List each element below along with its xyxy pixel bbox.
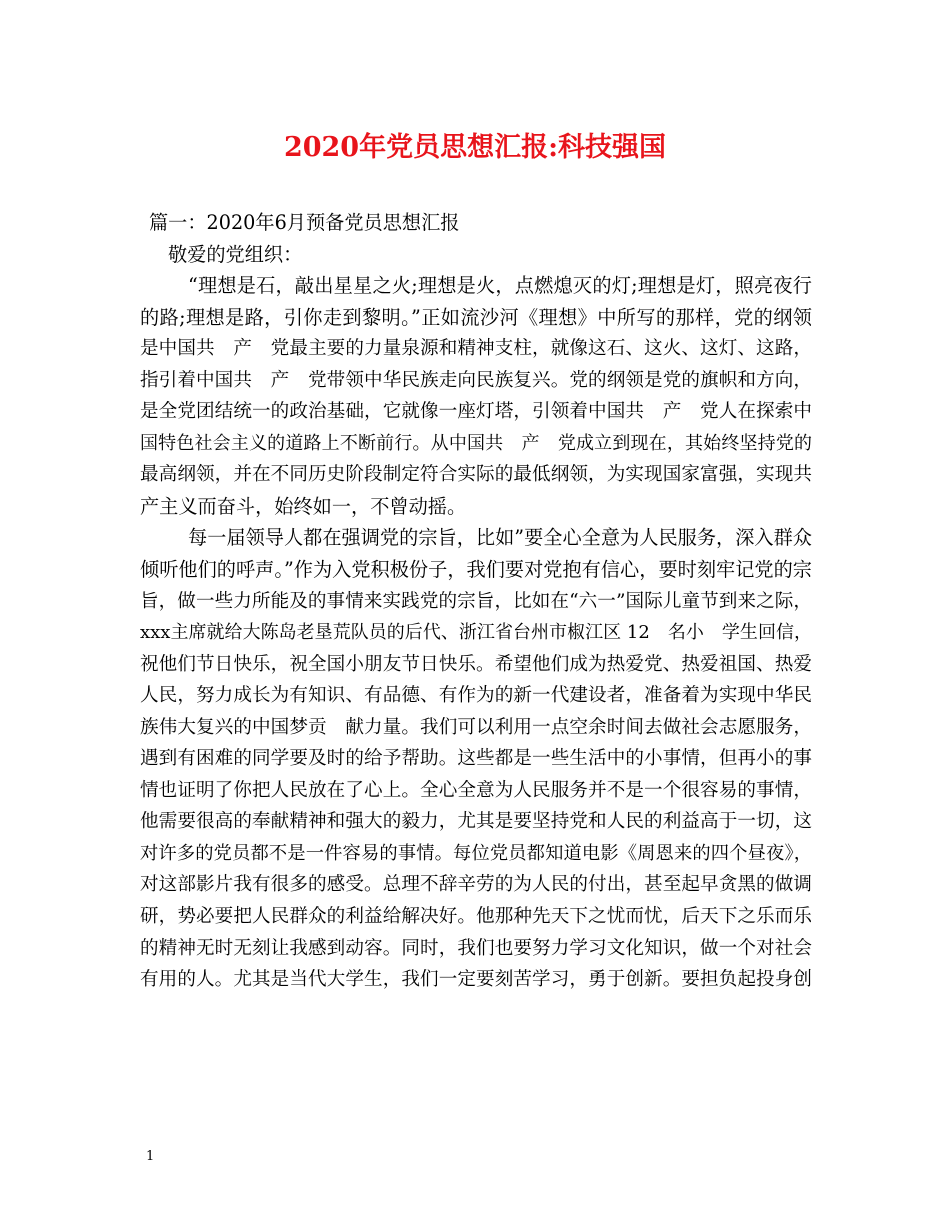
body-line: 人民，努力成长为有知识、有品德、有作为的新一代建设者，准备着为实现中华民 [140,685,812,707]
body-line: 遇到有困难的同学要及时的给予帮助。这些都是一些生活中的小事情，但再小的事 [140,748,812,770]
section-heading: 篇一：2020年6月预备党员思想汇报 [149,211,460,234]
body-line: 祝他们节日快乐，祝全国小朋友节日快乐。希望他们成为热爱党、热爱祖国、热爱 [140,653,812,675]
salutation: 敬爱的党组织： [168,242,303,266]
body-line: 的路;理想是路，引你走到黎明。”正如流沙河《理想》中所写的那样，党的纲领 [140,305,812,329]
body-line: 倾听他们的呼声。”作为入党积极份子，我们要对党抱有信心，要时刻牢记党的宗 [140,558,812,582]
body-line: 有用的人。尤其是当代大学生，我们一定要刻苦学习，勇于创新。要担负起投身创 [140,969,812,991]
body-line: 的精神无时无刻让我感到动容。同时，我们也要努力学习文化知识，做一个对社会 [140,937,812,959]
body-line: 对许多的党员都不是一件容易的事情。每位党员都知道电影《周恩来的四个昼夜》， [140,842,812,864]
document-title: 2020年党员思想汇报:科技强国 [283,132,667,163]
body-line: 每一届领导人都在强调党的宗旨，比如”要全心全意为人民服务，深入群众 [188,526,812,550]
body-line: 指引着中国共 产 党带领中华民族走向民族复兴。党的纲领是党的旗帜和方向， [140,369,812,391]
body-line: “理想是石，敲出星星之火;理想是火，点燃熄灭的灯;理想是灯，照亮夜行 [188,274,812,298]
body-line: 旨，做一些力所能及的事情来实践党的宗旨，比如在“六一”国际儿童节到来之际， [140,590,812,612]
body-line: 产主义而奋斗，始终如一，不曾动摇。 [140,494,467,518]
document-body [140,207,812,996]
body-line: 他需要很高的奉献精神和强大的毅力，尤其是要坚持党和人民的利益高于一切，这 [140,811,812,833]
body-line: 研，势必要把人民群众的利益给解决好。他那种先天下之忧而忧，后天下之乐而乐 [140,906,812,928]
body-line: 国特色社会主义的道路上不断前行。从中国共 产 党成立到现在，其始终坚持党的 [140,432,812,454]
body-line: 是中国共 产 党最主要的力量泉源和精神支柱，就像这石、这火、这灯、这路， [140,338,812,360]
body-line: 对这部影片我有很多的感受。总理不辞辛劳的为人民的付出，甚至起早贪黑的做调 [140,874,812,896]
body-line: xxx主席就给大陈岛老垦荒队员的后代、浙江省台州市椒江区 12 名小 学生回信， [140,622,812,644]
body-line: 情也证明了你把人民放在了心上。全心全意为人民服务并不是一个很容易的事情， [140,779,812,801]
body-line: 是全党团结统一的政治基础，它就像一座灯塔，引领着中国共 产 党人在探索中 [140,401,812,423]
body-line: 最高纲领，并在不同历史阶段制定符合实际的最低纲领，为实现国家富强，实现共 [140,464,812,486]
page-number: 1 [146,1149,155,1164]
body-line: 族伟大复兴的中国梦贡 献力量。我们可以利用一点空余时间去做社会志愿服务， [140,716,812,738]
